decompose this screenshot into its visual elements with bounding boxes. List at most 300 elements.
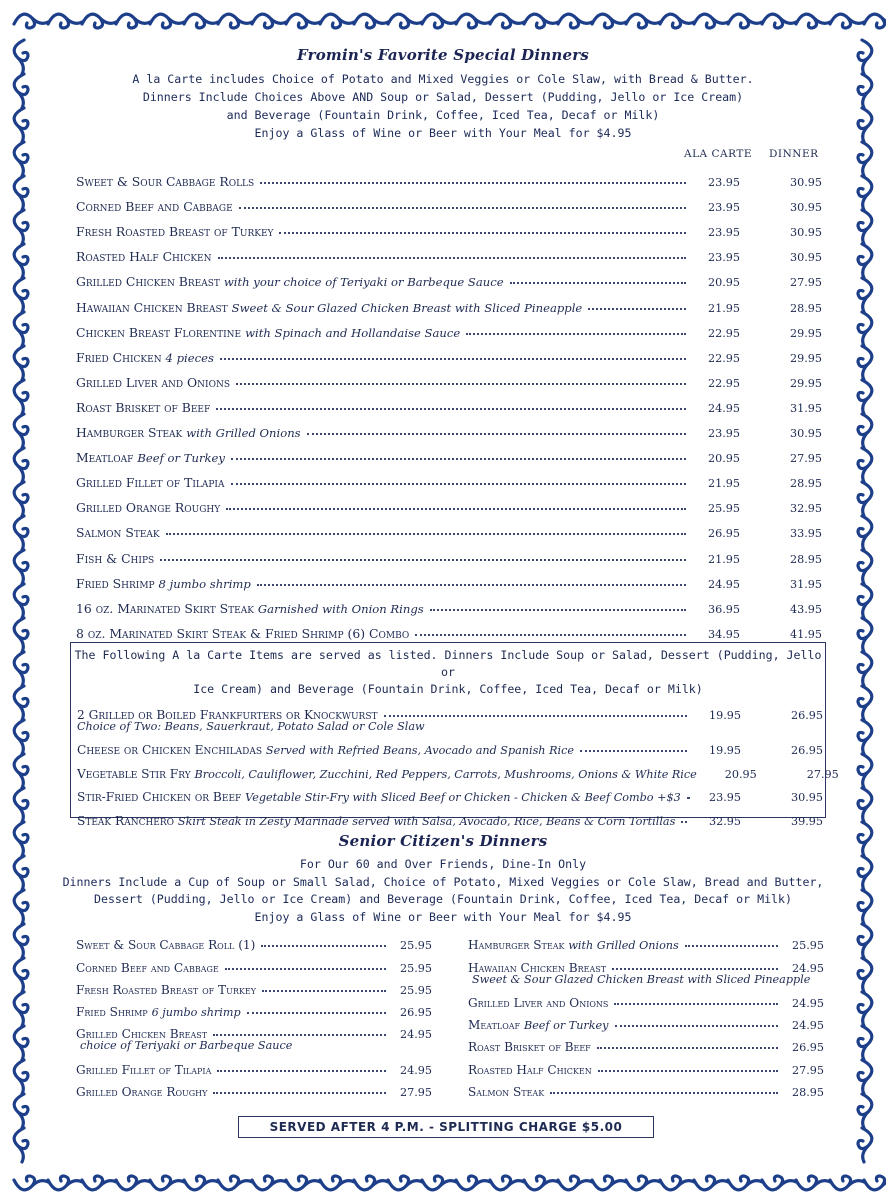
dot-leader (247, 1011, 386, 1014)
dot-leader (216, 407, 686, 410)
item-title: Stir-Fried Chicken or Beef (77, 790, 242, 804)
wave-curl (858, 550, 872, 584)
item-name (62, 551, 154, 566)
senior-price: 25.95 (399, 961, 432, 975)
wave-curl (660, 1176, 694, 1190)
senior-section (62, 826, 824, 1100)
item-name (76, 938, 255, 952)
wave-curl (858, 788, 872, 822)
box-intro-line: Ice Cream) and Beverage (Fountain Drink, Coffee, Iced Tea, Decaf or Milk) (193, 682, 703, 696)
wave-curl (858, 142, 872, 176)
wave-curl (858, 720, 872, 754)
alacarte-price: 22.95 (707, 351, 740, 365)
item-name (468, 1040, 591, 1054)
item-name (71, 743, 574, 757)
wave-curl (660, 14, 694, 28)
special-dinners-title: Fromin's Favorite Special Dinners (297, 46, 589, 64)
wave-curl (14, 1026, 28, 1060)
alacarte-price: 36.95 (707, 602, 740, 616)
senior-left-column (76, 930, 432, 1099)
wave-curl (286, 1176, 320, 1190)
item-title: Meatloaf (76, 450, 134, 466)
wave-curl (858, 1094, 872, 1128)
item-title: Corned Beef and Cabbage (76, 199, 233, 215)
wave-curl (14, 686, 28, 720)
wave-curl (524, 1176, 558, 1190)
menu-item-row (62, 164, 824, 189)
wave-curl (14, 1176, 48, 1190)
dot-leader (231, 457, 686, 460)
item-description: with Grilled Onions (186, 426, 301, 441)
item-subtext: choice of Teriyaki or Barbeque Sauce (80, 1039, 293, 1053)
wave-curl (14, 618, 28, 652)
wave-curl (858, 414, 872, 448)
item-name (62, 400, 210, 415)
senior-intro-line: Dessert (Pudding, Jello or Ice Cream) and Beverage (Fountain Drink, Coffee, Iced Tea, Decaf or Milk) (93, 892, 792, 906)
wave-curl (14, 448, 28, 482)
wave-curl (14, 142, 28, 176)
item-name (76, 1063, 211, 1077)
item-title: Chicken Breast Florentine (76, 324, 242, 340)
item-title: Hamburger Steak (76, 425, 183, 441)
senior-item-row (76, 952, 432, 974)
menu-item-row (62, 540, 824, 565)
box-items-list (71, 698, 839, 828)
item-title: Roasted Half Chicken (76, 249, 212, 265)
wave-curl (558, 1176, 592, 1190)
wave-curl (14, 346, 28, 380)
wave-curl (14, 652, 28, 686)
wave-curl (858, 822, 872, 856)
item-name (62, 350, 214, 365)
wave-curl (858, 176, 872, 210)
dinner-price: 31.95 (789, 401, 822, 415)
item-name (71, 790, 681, 804)
menu-item-row (62, 415, 824, 440)
wave-curl (858, 74, 872, 108)
item-name (76, 961, 219, 975)
dinner-price: 29.95 (789, 351, 822, 365)
dot-leader (220, 357, 686, 360)
wave-curl (320, 14, 354, 28)
senior-item-row (468, 1054, 824, 1076)
wave-curl (858, 1128, 872, 1162)
wave-curl (524, 14, 558, 28)
item-description: with Grilled Onions (568, 939, 679, 953)
alacarte-price: 22.95 (707, 376, 740, 390)
wave-curl (14, 312, 28, 346)
box-item-row (71, 781, 825, 805)
senior-item-row (76, 1077, 432, 1099)
item-description: Served with Refried Beans, Avocado and Spanish Rice (265, 744, 574, 757)
senior-item-row (468, 1010, 824, 1032)
dot-leader (218, 256, 686, 259)
wave-curl (858, 652, 872, 686)
wave-curl (388, 1176, 422, 1190)
senior-item-row (76, 975, 432, 997)
price-column-headers (62, 142, 824, 164)
item-title: Roast Brisket of Beef (468, 1040, 591, 1055)
alacarte-price: 21.95 (707, 477, 740, 491)
item-title: Grilled Liver and Onions (468, 995, 609, 1010)
wave-curl (762, 1176, 796, 1190)
alacarte-price: 34.95 (707, 627, 740, 641)
item-title: Corned Beef and Cabbage (76, 960, 219, 975)
wave-curl (14, 1060, 28, 1094)
senior-price: 27.95 (399, 1086, 432, 1100)
item-title: Sweet & Sour Cabbage Rolls (76, 174, 255, 190)
wave-curl (354, 1176, 388, 1190)
dot-leader (588, 307, 686, 310)
menu-item-row (62, 515, 824, 540)
item-name (468, 961, 606, 975)
item-name (76, 1005, 241, 1019)
dot-leader (612, 967, 778, 970)
dot-leader (614, 1002, 778, 1005)
alacarte-price: 22.95 (707, 326, 740, 340)
wave-curl (864, 14, 886, 28)
alacarte-price: 23.95 (708, 791, 741, 804)
item-title: 2 Grilled or Boiled Frankfurters or Knockwurst (77, 707, 378, 722)
item-title: Fried Shrimp (76, 1005, 148, 1020)
wave-curl (858, 890, 872, 924)
wave-curl (858, 346, 872, 380)
dot-leader (430, 608, 686, 611)
wave-curl (796, 1176, 830, 1190)
wave-curl (14, 1128, 28, 1162)
dinner-price: 29.95 (789, 376, 822, 390)
alacarte-price: 19.95 (708, 744, 741, 757)
dot-leader (615, 1024, 778, 1027)
wave-curl (858, 448, 872, 482)
senior-price: 24.95 (791, 996, 824, 1010)
menu-item-row (62, 239, 824, 264)
wave-curl (762, 14, 796, 28)
senior-price: 24.95 (791, 961, 824, 975)
alacarte-price: 19.95 (708, 708, 741, 722)
senior-intro (62, 856, 824, 926)
wave-curl (858, 1060, 872, 1094)
dot-leader (239, 206, 686, 209)
senior-price: 26.95 (791, 1041, 824, 1055)
alacarte-header: ALA CARTE (684, 148, 752, 160)
wave-curl (184, 1176, 218, 1190)
menu-item-row (62, 591, 824, 616)
box-item-row (71, 734, 825, 758)
wave-curl (858, 278, 872, 312)
item-title: Meatloaf (468, 1018, 521, 1033)
dot-leader (415, 633, 686, 636)
wave-curl (592, 1176, 626, 1190)
wave-curl (14, 924, 28, 958)
wave-curl (14, 244, 28, 278)
menu-item-row (62, 189, 824, 214)
dot-leader (685, 944, 778, 947)
wave-curl (858, 210, 872, 244)
item-name (468, 1085, 544, 1099)
alacarte-price: 23.95 (707, 427, 740, 441)
dinner-price: 26.95 (790, 708, 823, 722)
wave-curl (252, 14, 286, 28)
item-title: Fried Shrimp (76, 575, 155, 591)
wave-curl (830, 1176, 864, 1190)
dot-leader (260, 181, 686, 184)
dot-leader (236, 382, 686, 385)
wave-curl (858, 584, 872, 618)
senior-intro-line: Enjoy a Glass of Wine or Beer with Your Meal for $4.95 (254, 909, 632, 924)
dinner-price: 33.95 (789, 527, 822, 541)
senior-item-row (468, 930, 824, 952)
item-name (62, 274, 504, 289)
wave-curl (320, 1176, 354, 1190)
wave-curl (490, 1176, 524, 1190)
wave-curl (796, 14, 830, 28)
dot-leader (597, 1046, 778, 1049)
dinner-price: 31.95 (789, 577, 822, 591)
box-item-row (71, 804, 825, 828)
menu-page (62, 40, 839, 1160)
item-title: Grilled Chicken Breast (76, 274, 220, 290)
dot-leader (231, 482, 687, 485)
senior-item-row (76, 930, 432, 952)
wave-curl (858, 244, 872, 278)
wave-curl (626, 1176, 660, 1190)
item-name (62, 249, 212, 264)
wave-curl (422, 14, 456, 28)
menu-item-row (62, 340, 824, 365)
senior-intro-line: Dinners Include a Cup of Soup or Small Salad, Choice of Potato, Mixed Veggies or Cole Slaw, Bread and Butter, (62, 874, 824, 889)
item-description: Skirt Steak in Zesty Marinade served with Salsa, Avocado, Rice, Beans & Corn Tortillas (177, 814, 676, 828)
wave-curl (14, 822, 28, 856)
wave-curl (858, 958, 872, 992)
item-description: with your choice of Teriyaki or Barbeque Sauce (223, 275, 504, 290)
dot-leader (598, 1069, 778, 1072)
item-name (62, 576, 251, 591)
item-name (62, 375, 230, 390)
item-title: Roast Brisket of Beef (76, 399, 211, 415)
dinner-price: 27.95 (806, 767, 839, 781)
item-name (62, 224, 273, 239)
alacarte-price: 24.95 (707, 401, 740, 415)
wave-curl (14, 720, 28, 754)
menu-item-row (62, 490, 824, 515)
wave-curl (14, 958, 28, 992)
menu-item-row (62, 365, 824, 390)
menu-item-row (62, 264, 824, 289)
item-description: 6 jumbo shrimp (151, 1006, 241, 1020)
wave-curl (14, 550, 28, 584)
item-name (62, 601, 424, 616)
dinner-price: 30.95 (789, 427, 822, 441)
wave-curl (14, 380, 28, 414)
item-description: with Spinach and Hollandaise Sauce (245, 325, 461, 340)
alacarte-price: 23.95 (707, 201, 740, 215)
wave-curl (728, 1176, 762, 1190)
item-description: Beef or Turkey (523, 1019, 609, 1033)
item-title: 8 oz. Marinated Skirt Steak & Fried Shrimp (6) Combo (76, 625, 410, 641)
dinner-price: 32.95 (789, 502, 822, 516)
wave-curl (858, 108, 872, 142)
senior-price: 25.95 (791, 939, 824, 953)
alacarte-price: 20.95 (707, 452, 740, 466)
item-title: Grilled Orange Roughy (76, 1085, 208, 1100)
wave-curl (218, 1176, 252, 1190)
senior-right-column (468, 930, 824, 1099)
dot-leader (213, 1091, 386, 1094)
intro-line: and Beverage (Fountain Drink, Coffee, Iced Tea, Decaf or Milk) (226, 108, 660, 122)
wave-curl (14, 754, 28, 788)
alacarte-price: 32.95 (708, 814, 741, 828)
dinner-price: 28.95 (789, 552, 822, 566)
item-description: 8 jumbo shrimp (158, 576, 251, 591)
wave-curl (858, 1026, 872, 1060)
dinner-price: 43.95 (789, 602, 822, 616)
item-title: Steak Ranchero (77, 813, 175, 828)
wave-curl (14, 176, 28, 210)
wave-curl (14, 14, 48, 28)
wave-curl (858, 312, 872, 346)
box-intro (71, 643, 825, 698)
wave-curl (694, 14, 728, 28)
menu-item-row (62, 465, 824, 490)
dinner-price: 28.95 (789, 477, 822, 491)
senior-item-row (468, 1077, 824, 1099)
wave-curl (48, 14, 82, 28)
wave-curl (858, 686, 872, 720)
wave-curl (82, 14, 116, 28)
alacarte-price: 25.95 (707, 502, 740, 516)
wave-curl (14, 482, 28, 516)
box-item-row (71, 698, 825, 722)
dinner-price: 26.95 (790, 744, 823, 757)
item-description: Sweet & Sour Glazed Chicken Breast with Sliced Pineapple (231, 300, 583, 315)
wave-curl (14, 278, 28, 312)
special-dinners-list (62, 164, 824, 641)
item-name (71, 708, 378, 722)
dinner-price: 30.95 (789, 176, 822, 190)
wave-curl (48, 1176, 82, 1190)
dinner-price: 41.95 (789, 627, 822, 641)
alacarte-price: 23.95 (707, 176, 740, 190)
wave-curl (422, 1176, 456, 1190)
wave-curl (858, 856, 872, 890)
item-name (62, 300, 582, 315)
item-name (71, 767, 697, 781)
item-subtext: Choice of Two: Beans, Sauerkraut, Potato Salad or Cole Slaw (77, 719, 425, 733)
item-title: Salmon Steak (76, 525, 160, 541)
item-name (468, 996, 608, 1010)
item-subtext: Sweet & Sour Glazed Chicken Breast with Sliced Pineapple (472, 972, 811, 986)
wave-curl (728, 14, 762, 28)
dot-leader (307, 432, 686, 435)
dot-leader (257, 583, 686, 586)
item-title: Grilled Liver and Onions (76, 374, 231, 390)
dinner-price: 39.95 (790, 814, 823, 828)
wave-curl (626, 14, 660, 28)
item-title: Grilled Fillet of Tilapia (76, 1062, 212, 1077)
wave-curl (14, 40, 28, 74)
wave-curl (14, 992, 28, 1026)
dinner-price: 30.95 (789, 201, 822, 215)
dot-leader (213, 1033, 386, 1036)
wave-curl (218, 14, 252, 28)
dinner-price: 28.95 (789, 301, 822, 315)
dot-leader (279, 231, 686, 234)
item-description: Garnished with Onion Rings (257, 601, 424, 616)
item-title: Hawaiian Chicken Breast (76, 299, 228, 315)
item-name (62, 199, 233, 214)
senior-item-row (76, 1019, 432, 1041)
senior-item-row (468, 1032, 824, 1054)
dot-leader (580, 749, 687, 752)
wave-curl (858, 482, 872, 516)
item-title: Fish & Chips (76, 550, 155, 566)
wave-curl (858, 618, 872, 652)
senior-title: Senior Citizen's Dinners (338, 832, 548, 850)
item-title: Fried Chicken (76, 349, 162, 365)
dot-leader (160, 558, 686, 561)
item-title: Fresh Roasted Breast of Turkey (76, 224, 274, 240)
dot-leader (550, 1091, 778, 1094)
dot-leader (166, 532, 686, 535)
wave-curl (150, 1176, 184, 1190)
menu-item-row (62, 440, 824, 465)
senior-price: 25.95 (399, 983, 432, 997)
alacarte-price: 20.95 (724, 767, 757, 781)
wave-curl (456, 14, 490, 28)
alacarte-price: 20.95 (707, 276, 740, 290)
senior-price: 24.95 (399, 1028, 432, 1042)
dot-leader (217, 1069, 386, 1072)
wave-curl (82, 1176, 116, 1190)
senior-price: 26.95 (399, 1006, 432, 1020)
item-name (62, 626, 409, 641)
item-title: Grilled Chicken Breast (76, 1027, 208, 1042)
item-title: Fresh Roasted Breast of Turkey (76, 982, 256, 997)
wave-curl (14, 210, 28, 244)
wave-curl (830, 14, 864, 28)
dot-leader (384, 714, 688, 717)
item-title: 16 oz. Marinated Skirt Steak (76, 600, 254, 616)
alacarte-price: 23.95 (707, 251, 740, 265)
item-description: Vegetable Stir-Fry with Sliced Beef or Chicken - Chicken & Beef Combo +$3 (245, 791, 681, 804)
box-item-row (71, 757, 839, 781)
item-title: Cheese or Chicken Enchiladas (77, 743, 263, 757)
senior-price: 24.95 (791, 1019, 824, 1033)
wave-curl (592, 14, 626, 28)
menu-item-row (62, 390, 824, 415)
alacarte-price: 26.95 (707, 527, 740, 541)
dinner-price: 30.95 (789, 226, 822, 240)
wave-curl (14, 890, 28, 924)
wave-curl (388, 14, 422, 28)
dot-leader (262, 989, 386, 992)
wave-curl (858, 992, 872, 1026)
wave-curl (694, 1176, 728, 1190)
senior-price: 28.95 (791, 1086, 824, 1100)
dinner-price: 27.95 (789, 452, 822, 466)
menu-item-row (62, 315, 824, 340)
wave-curl (858, 380, 872, 414)
wave-curl (14, 108, 28, 142)
wave-curl (14, 584, 28, 618)
item-name (62, 525, 160, 540)
item-name (62, 425, 301, 440)
wave-curl (354, 14, 388, 28)
wave-curl (14, 1094, 28, 1128)
item-title: Roasted Half Chicken (468, 1062, 592, 1077)
item-name (62, 325, 460, 340)
